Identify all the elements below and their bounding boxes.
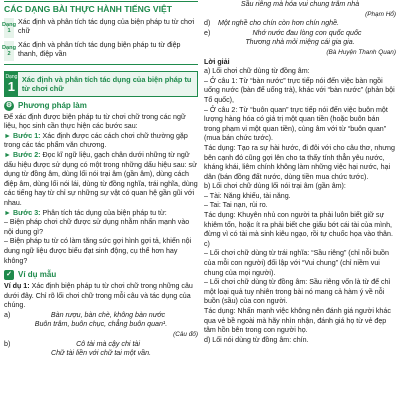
verse-line: Sầu riêng mà hóa vui chung trăm nhà [240, 0, 360, 8]
step-label: ► Bước 2: [4, 150, 41, 159]
step-3 [4, 209, 198, 219]
checkmark-icon: ✓ [4, 270, 14, 280]
type-tag-label: Dạng [2, 44, 16, 51]
verse-line: Thương nhà mỏi miệng cái gia gia. [245, 38, 355, 47]
answer-line: b) Lối chơi chữ dùng lối nói trại âm (gần âm): [204, 182, 346, 191]
type-item-2 [4, 41, 198, 61]
verse-line: Cô tài mà cậy chi tài [76, 339, 140, 348]
item-label: e) [204, 28, 211, 37]
method-intro: Để xác định được biện pháp tu từ chơi chữ trong các ngữ liệu, học sinh cần thực hiện các bước sau: [4, 112, 186, 131]
verse-source: (Bà Huyện Thanh Quan) [326, 48, 396, 56]
step-label: ► Bước 1: [4, 131, 41, 140]
step-1 [4, 132, 198, 151]
verse-source: (Phạm Hổ) [365, 10, 396, 18]
box-tag-num: 1 [7, 78, 16, 94]
type-text: Xác định và phân tích tác dụng biện pháp tu từ điệp thanh, điệp vần [18, 40, 181, 59]
gear-icon: ⚙ [5, 101, 13, 109]
answer-line: Tác dụng: Tạo ra sự hài hước, đi đôi với cho câu thơ, nhưng bên cạnh đó cũng gợi lên cho ta thấy tính thẳn yêu nước, kháng khái, liêm chính không làm những việc hại nước, hại dân (bán đồng đất nước, dùng tiền mua chức tước). [204, 143, 395, 181]
answer-line: c) [204, 239, 210, 248]
answer-line: – Tài: Năng khiếu, tài năng. [204, 191, 291, 200]
method-title: Phương pháp làm [18, 100, 87, 110]
answer-line: Tác dụng: Khuyên nhủ con người ta phải luôn biết giữ sự khiêm tốn, hoặc ít ra phải biết che giấu bớt cái tài của mình, đừng vì có tài mà sinh kiêu ngạo, rồi tự chuốc họa vào thân. [204, 211, 393, 239]
box-tag [5, 72, 18, 96]
example-title: Ví dụ mẫu [18, 270, 57, 280]
type-tag [4, 18, 14, 38]
box-title: Xác định và phân tích tác dụng của biện pháp tu từ chơi chữ [21, 74, 192, 93]
type-tag-num: 1 [7, 27, 11, 34]
verse-line: Bàn rượu, bàn chè, không bàn nước [50, 310, 166, 319]
example-b [4, 340, 198, 350]
step-2 [4, 151, 198, 209]
item-label: b) [4, 339, 11, 348]
example-text: Xác định biện pháp tu từ chơi chữ trong những câu dưới đây. Chỉ rõ lối chơi chữ trong mỗi câu và tác dụng của chúng. [4, 282, 193, 310]
item-label: d) [204, 19, 211, 28]
answer-title: Lời giải [204, 57, 230, 66]
type-tag-label: Dạng [2, 21, 16, 28]
answer-line: – Ở câu 1: Từ “bàn nước” trực tiếp nói đến việc bàn ngồi uống nước (bàn để uống trà), khác với “bàn nước” (phản bội Tổ quốc), [204, 76, 395, 104]
step-label: ► Bước 3: [4, 208, 41, 217]
verse-line: Buôn trâm, buôn chục, chẳng buôn quan¹. [34, 320, 168, 329]
bullet-1: – Biện pháp chơi chữ được sử dụng nhằm nhấn mạnh vào nội dung gì? [4, 218, 190, 236]
answer-line: d) Lối nói dùng từ đồng âm: chín. [204, 335, 309, 344]
example-lead: Ví dụ 1: [4, 282, 30, 291]
step-text: Phân tích tác dụng của biện pháp tu từ: [40, 208, 167, 217]
left-column [4, 0, 198, 359]
type-item-1 [4, 18, 198, 38]
answer-line: – Lối chơi chữ dùng từ trái nghĩa: “Sầu riêng” (chỉ nỗi buồn của mỗi con người) đối lập với “Vui chung” (chỉ niềm vui chung của mọi người). [204, 249, 389, 277]
example-e [204, 29, 396, 39]
verse-line: Chữ tài liền với chữ tai một vần. [50, 349, 152, 358]
section-heading: CÁC DẠNG BÀI THỰC HÀNH TIẾNG VIỆT [4, 1, 198, 15]
verse-line: Nhớ nước đau lòng con quốc quốc [252, 28, 362, 37]
method-header [4, 101, 198, 111]
type-tag [4, 41, 14, 61]
answer-line: – Tai: Tai nạn, rủi ro. [204, 201, 268, 210]
step-text: Đọc kĩ ngữ liệu, gạch chân dưới những từ ngữ dấu hiệu được sử dụng có một trong những dấu hiệu sau: sử dụng từ đồng âm, dùng lối nói trại âm (gần âm), dùng cách điệp âm, dùng lối nói lái, dùng từ đồng nghĩa, trái nghĩa, dùng các tiếng hay từ chỉ sự những sự vật có quan hệ gần gũi với nhau. [4, 150, 198, 207]
type-tag-num: 2 [7, 50, 11, 57]
bullet-2: – Biện pháp tu từ có làm tăng sức gợi hình gợi tả, khiến nội dung ngữ liệu được biểu đạt sinh động, cụ thể hơn hay không? [4, 237, 192, 265]
step-text: Xác định được các cách chơi chữ thường gặp trong các tác phẩm văn chương. [4, 131, 188, 150]
example-d [204, 19, 396, 29]
answer-line: Tác dụng: Nhấn mạnh việc không nên đánh giá người khác qua vẻ bề ngoài mà hãy nhìn nhận, đánh giá họ từ vẻ đẹp tâm hồn bên trong con người họ. [204, 307, 391, 335]
answer-line: – Lối chơi chữ dùng từ đồng âm: Sầu riêng vốn là từ để chỉ một loại quả tuy nhiên trong bài nó mang cả hàm ý về nỗi buồn (sầu) của con người. [204, 278, 391, 306]
verse-source: (Câu đố) [173, 331, 198, 339]
type-text: Xác định và phân tích tác dụng của biện pháp tu từ chơi chữ [18, 17, 195, 36]
item-label: a) [4, 310, 11, 319]
type-1-box [4, 71, 198, 97]
verse-line: Một nghề cho chín còn hơn chín nghề. [218, 19, 340, 28]
example-header [4, 270, 198, 280]
example-1 [4, 282, 198, 311]
right-column [204, 0, 396, 345]
answer-line: a) Lối chơi chữ dùng từ đồng âm: [204, 67, 310, 76]
divider [4, 64, 198, 65]
answer-line: – Ở câu 2: Từ “buôn quan” trực tiếp nói đến việc buôn một lượng hàng hóa có giá trị một quan tiền (hoặc buôn bán trong phạm vi một quan tiền), cùng âm với từ “buôn quan” (mua bán chức tước). [204, 105, 388, 143]
box-tag-label: Dạng [5, 73, 18, 80]
